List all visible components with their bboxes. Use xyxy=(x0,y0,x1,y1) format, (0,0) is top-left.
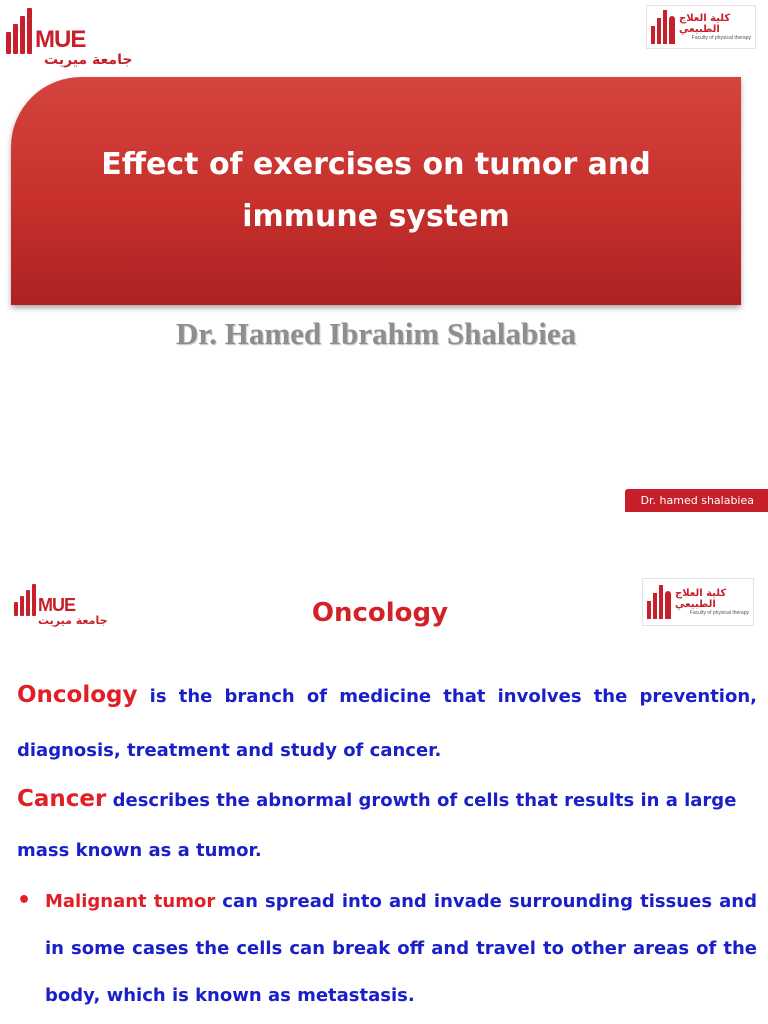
slide-title: Effect of exercises on tumor and immune system xyxy=(101,147,651,234)
author-name: Dr. Hamed Ibrahim Shalabiea xyxy=(175,316,577,351)
faculty-logo-english: Faculty of physical therapy xyxy=(691,35,751,41)
slide-heading: Oncology xyxy=(311,598,449,628)
mue-logo-arabic: جامعة ميريت xyxy=(38,614,108,627)
cancer-definition xyxy=(17,774,757,876)
malignant-tumor-text: can spread into and invade surrounding tissues and in some cases the cells can break off and travel to other areas of the body, which is known as metastasis. xyxy=(45,891,757,1006)
faculty-logo xyxy=(646,5,756,49)
title-banner xyxy=(11,77,741,305)
faculty-logo-arabic: كلية العلاج الطبيعي xyxy=(675,588,727,610)
malignant-tumor-term: Malignant tumor xyxy=(45,891,216,912)
faculty-logo-arabic: كلية العلاج الطبيعي xyxy=(679,13,731,35)
mue-logo-mark xyxy=(6,8,32,54)
author-tag: Dr. hamed shalabiea xyxy=(625,489,768,512)
oncology-slide xyxy=(0,512,768,1024)
mue-logo-text: MUE xyxy=(35,26,86,53)
faculty-logo-mark xyxy=(651,10,675,44)
oncology-definition xyxy=(17,668,757,778)
mue-logo-arabic: جامعة ميريت xyxy=(44,52,133,68)
faculty-logo-english: Faculty of physical therapy xyxy=(689,610,749,616)
oncology-definition-text: is the branch of medicine that involves the prevention, diagnosis, treatment and study of cancer. xyxy=(17,686,757,761)
cancer-term: Cancer xyxy=(17,786,107,812)
bullet-dot-icon: • xyxy=(17,888,32,913)
malignant-tumor-bullet xyxy=(17,878,757,1019)
cancer-definition-text: describes the abnormal growth of cells that results in a large mass known as a tumor. xyxy=(17,790,737,861)
oncology-term: Oncology xyxy=(17,682,138,708)
mue-logo xyxy=(6,8,132,68)
mue-logo-text: MUE xyxy=(38,595,75,615)
